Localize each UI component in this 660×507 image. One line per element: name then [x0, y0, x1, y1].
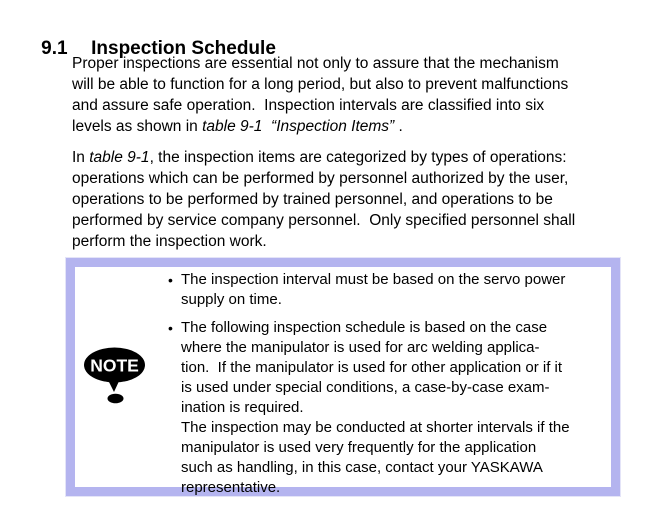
intro-line — [72, 116, 568, 137]
note-icon-label: NOTE — [90, 355, 139, 376]
bullet-marker: • — [168, 320, 173, 336]
bullet-marker: • — [168, 272, 173, 288]
categorization-line: operations which can be performed by personnel authorized by the user, — [72, 170, 569, 187]
note-line: The inspection may be conducted at shorter intervals if the — [181, 419, 570, 436]
categorization-line1-pre: In — [72, 149, 90, 166]
note-bullet1-text — [181, 270, 611, 310]
note-line: The following inspection schedule is based on the case — [181, 319, 548, 336]
note-line: ination is required. — [181, 399, 304, 416]
intro-line: will be able to function for a long period, but also to prevent malfunctions — [72, 76, 569, 93]
note-line: The inspection interval must be based on the servo power — [181, 271, 566, 288]
note-line: where the manipulator is used for arc welding applica- — [181, 339, 540, 356]
note-content — [168, 267, 611, 496]
note-bullet2-text — [181, 318, 611, 498]
intro-line4-pre: levels as shown in — [72, 118, 203, 135]
categorization-line1-post: , the inspection items are categorized by types of operations: — [149, 149, 567, 166]
note-line: is used under special conditions, a case-by-case exam- — [181, 379, 550, 396]
note-bullet-item — [168, 270, 611, 310]
table-reference: table 9-1 “Inspection Items” — [202, 118, 395, 135]
note-line: supply on time. — [181, 291, 282, 308]
note-speech-bubble-icon — [83, 346, 147, 406]
categorization-line — [72, 147, 575, 168]
note-bullet-item — [168, 318, 611, 498]
categorization-line: perform the inspection work. — [72, 233, 267, 250]
table-reference: table 9-1 — [89, 149, 150, 166]
section-title: Inspection Schedule — [91, 38, 276, 59]
categorization-line: operations to be performed by trained personnel, and operations to be — [72, 191, 553, 208]
intro-paragraph — [72, 53, 568, 137]
note-icon-column — [75, 267, 168, 487]
intro-line: Proper inspections are essential not only to assure that the mechanism — [72, 55, 559, 72]
note-line: representative. — [181, 479, 281, 496]
note-line: tion. If the manipulator is used for other application or if it — [181, 359, 563, 376]
section-number: 9.1 — [41, 38, 68, 59]
categorization-paragraph — [72, 147, 575, 252]
categorization-line: performed by service company personnel. Only specified personnel shall — [72, 212, 576, 229]
intro-line4-post: . — [394, 118, 403, 135]
note-callout-box — [66, 258, 620, 496]
intro-line: and assure safe operation. Inspection intervals are classified into six — [72, 97, 545, 114]
note-line: manipulator is used very frequently for the application — [181, 439, 537, 456]
note-line: such as handling, in this case, contact your YASKAWA — [181, 459, 543, 476]
